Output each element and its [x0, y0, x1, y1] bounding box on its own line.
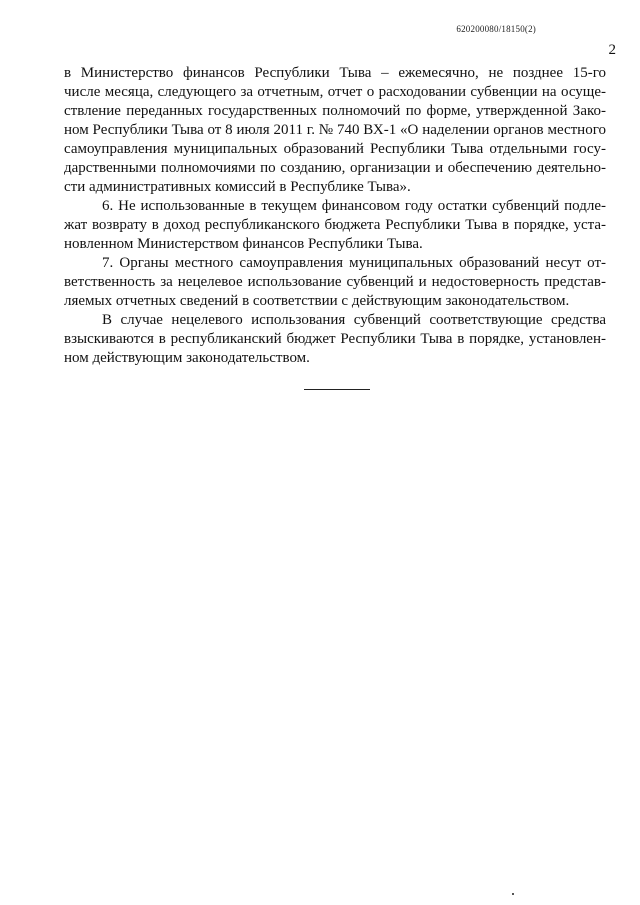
- text-line: сти административных комиссий в Республике Тыва».: [64, 179, 411, 195]
- text-line: 7. Органы местного самоуправления муниципальных образований несут от-: [102, 255, 606, 271]
- text-line: жат возврату в доход республиканского бюджета Республики Тыва в порядке, уста-: [64, 217, 606, 233]
- text-line: ляемых отчетных сведений в соответствии с действующим законодательством.: [64, 293, 570, 309]
- paragraph-item-7: [64, 254, 606, 311]
- text-line: числе месяца, следующего за отчетным, отчет о расходовании субвенции на осуще-: [64, 84, 606, 100]
- document-code: 620200080/18150(2): [456, 24, 536, 34]
- text-line: 6. Не использованные в текущем финансовом году остатки субвенций подле-: [102, 198, 606, 214]
- text-line: ствление переданных государственных полномочий по форме, утвержденной Зако-: [64, 103, 606, 119]
- scan-speck: [512, 893, 514, 895]
- text-line: дарственными полномочиями по созданию, организации и обеспечению деятельно-: [64, 160, 606, 176]
- page-number: 2: [608, 42, 616, 58]
- text-line: ном действующим законодательством.: [64, 350, 310, 366]
- text-line: новленном Министерством финансов Республики Тыва.: [64, 236, 423, 252]
- paragraph-reporting: [64, 64, 606, 197]
- paragraph-item-6: [64, 197, 606, 254]
- text-line: самоуправления муниципальных образований Республики Тыва отдельными госу-: [64, 141, 606, 157]
- text-line: в Министерство финансов Республики Тыва – ежемесячно, не позднее 15-го: [64, 65, 606, 81]
- text-line: В случае нецелевого использования субвенций соответствующие средства: [102, 312, 606, 328]
- text-line: взыскиваются в республиканский бюджет Республики Тыва в порядке, установлен-: [64, 331, 606, 347]
- paragraph-misuse: [64, 311, 606, 368]
- end-separator-line: [304, 389, 370, 390]
- text-line: ветственность за нецелевое использование субвенций и недостоверность представ-: [64, 274, 606, 290]
- document-body: [64, 64, 606, 368]
- text-line: ном Республики Тыва от 8 июля 2011 г. № 740 ВХ-1 «О наделении органов местного: [64, 122, 606, 138]
